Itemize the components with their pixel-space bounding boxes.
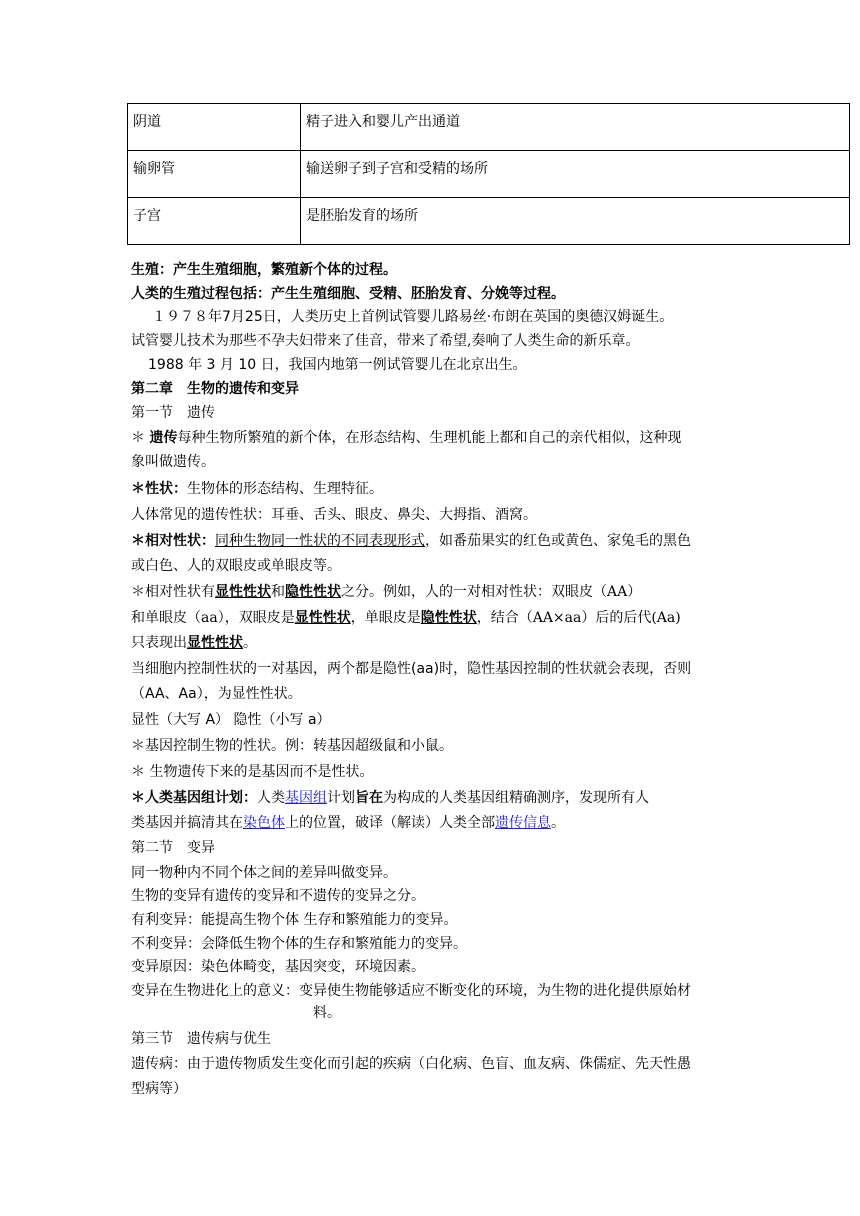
text-span: 和 (271, 584, 285, 600)
reproduction-definition: 生殖：产生生殖细胞，繁殖新个体的过程。 (131, 262, 397, 278)
relative-trait-definition-cont: 或白色、人的双眼皮或单眼皮等。 (131, 558, 341, 574)
function-cell: 精子进入和婴儿产出通道 (301, 104, 850, 151)
ivf-1978-paragraph-cont: 试管婴儿技术为那些不孕夫妇带来了佳音，带来了希望,奏响了人类生命的新乐章。 (131, 333, 640, 349)
text-span: 上的位置，破译（解读）人类全部 (285, 815, 495, 831)
reproduction-process: 人类的生殖过程包括：产生生殖细胞、受精、胚胎发育、分娩等过程。 (131, 286, 565, 302)
text-span: 7 (222, 309, 231, 325)
text-span: 之分。例如，人的一对相对性状：双眼皮（AA） (341, 584, 642, 600)
variation-definition: 同一物种内不同个体之间的差异叫做变异。 (131, 865, 397, 881)
relative-trait-definition (131, 531, 691, 551)
beneficial-variation: 有利变异：能提高生物个体 生存和繁殖能力的变异。 (131, 912, 458, 928)
text-span: ＊相对性状有 (131, 584, 215, 600)
text-span: 1988 (148, 357, 184, 373)
table-row (128, 151, 850, 198)
genetic-disease-definition: 遗传病：由于遗传物质发生变化而引起的疾病（白化病、色盲、血友病、侏儒症、先天性愚 (131, 1056, 691, 1072)
text-span: 月 (230, 309, 245, 325)
trait-definition (131, 479, 383, 499)
organ-cell: 阴道 (128, 104, 301, 151)
underlined-term: 隐性性状 (420, 610, 477, 626)
ivf-1978-paragraph (152, 307, 673, 327)
gene-inherit-note: ＊ 生物遗传下来的是基因而不是性状。 (131, 764, 374, 780)
text-span: １９７８年 (152, 309, 222, 325)
organ-cell: 输卵管 (128, 151, 301, 198)
term-bold: ＊人类基因组计划： (131, 790, 257, 806)
dominance-paragraph (131, 582, 641, 602)
term-bold: 遗传 (149, 430, 178, 446)
text-span: ） (316, 712, 331, 728)
gene-control-note: ＊基因控制生物的性状。例：转基因超级鼠和小鼠。 (131, 738, 453, 754)
dominance-paragraph-end (131, 633, 257, 653)
text-span: 计划 (327, 790, 355, 806)
table-row (128, 198, 850, 245)
text-span: （ (131, 686, 145, 702)
dominance-paragraph-cont (131, 608, 681, 628)
text-span: 月 (215, 357, 239, 373)
text-span: A (205, 712, 216, 728)
text-span: 显性（大写 (131, 712, 206, 728)
table-row (128, 104, 850, 151)
section-heading: 第二节 变异 (131, 840, 215, 856)
section-heading: 第一节 遗传 (131, 405, 215, 421)
text-span: 只表现出 (131, 635, 187, 651)
human-genome-project (131, 788, 649, 808)
text-span: a (307, 712, 317, 728)
text-span: 。 (551, 815, 565, 831)
heredity-definition-cont: 象叫做遗传。 (131, 454, 215, 470)
gene-pair-paragraph-cont (131, 684, 302, 704)
text-span: 每种生物所繁殖的新个体，在形态结构、生理机能上都和自己的亲代相似，这种现 (177, 430, 682, 446)
variation-significance: 变异在生物进化上的意义：变异使生物能够适应不断变化的环境，为生物的进化提供原始材 (131, 983, 691, 999)
organ-function-table (127, 103, 850, 245)
heredity-definition (131, 428, 681, 448)
human-genome-project-cont (131, 813, 565, 833)
text-span: 和单眼皮（aa），双眼皮是 (131, 610, 295, 626)
underlined-term: 隐性性状 (285, 584, 341, 600)
genetic-disease-definition-cont: 型病等） (131, 1081, 187, 1097)
text-span: 年 (183, 357, 207, 373)
text-span: 日，我国内地第一例试管婴儿在北京出生。 (256, 357, 527, 373)
genetic-info-link[interactable]: 遗传信息 (495, 815, 551, 831)
function-cell: 是胚胎发育的场所 (301, 198, 850, 245)
text-span: ＊ (131, 430, 150, 446)
function-cell: 输送卵子到子宫和受精的场所 (301, 151, 850, 198)
underlined-text: 同种生物同一性状的不同表现形式 (215, 533, 425, 549)
underlined-term: 显性性状 (215, 584, 271, 600)
organ-cell: 子宫 (128, 198, 301, 245)
text-span: (aa) (411, 661, 440, 677)
text-span: ，结合（AA×aa）后的后代(Aa) (476, 610, 681, 626)
underlined-term: 显性性状 (294, 610, 351, 626)
dominance-notation (131, 710, 331, 730)
harmful-variation: 不利变异：会降低生物个体的生存和繁殖能力的变异。 (131, 936, 467, 952)
text-span: 当细胞内控制性状的一对基因，两个都是隐性 (131, 661, 411, 677)
human-traits: 人体常见的遗传性状：耳垂、舌头、眼皮、鼻尖、大拇指、酒窝。 (131, 507, 537, 523)
text-span: 类基因并搞清其在 (131, 815, 243, 831)
term-bold: ＊相对性状： (131, 533, 215, 549)
text-span: 人类 (257, 790, 285, 806)
underlined-term: 显性性状 (187, 635, 243, 651)
text-span: 日，人类历史上首例试管婴儿路易丝·布朗在英国的奥德汉姆诞生。 (262, 309, 674, 325)
text-span: 生物体的形态结构、生理特征。 (187, 481, 383, 497)
text-span: ） 隐性（小写 (215, 712, 308, 728)
text-span: 时，隐性基因控制的性状就会表现，否则 (439, 661, 692, 677)
text-span: 为构成的人类基因组精确测序，发现所有人 (383, 790, 649, 806)
variation-types: 生物的变异有遗传的变异和不遗传的变异之分。 (131, 888, 425, 904)
genome-link[interactable]: 基因组 (285, 790, 327, 806)
chromosome-link[interactable]: 染色体 (243, 815, 285, 831)
text-span: ），为显性性状。 (196, 686, 302, 702)
text-span: 。 (243, 635, 257, 651)
variation-significance-cont: 料。 (313, 1005, 341, 1021)
text-span: ，如番茄果实的红色或黄色、家兔毛的黑色 (425, 533, 691, 549)
text-span: 3 (206, 357, 216, 373)
text-span: 10 (238, 357, 257, 373)
term-bold: ＊性状： (131, 481, 187, 497)
ivf-1988-paragraph (148, 355, 527, 375)
section-heading: 第三节 遗传病与优生 (131, 1031, 271, 1047)
text-span: 25 (244, 309, 263, 325)
variation-causes: 变异原因：染色体畸变，基因突变，环境因素。 (131, 959, 425, 975)
chapter-heading: 第二章 生物的遗传和变异 (131, 381, 299, 397)
text-span: ，单眼皮是 (350, 610, 421, 626)
gene-pair-paragraph (131, 659, 691, 679)
term-bold: 旨在 (355, 790, 383, 806)
text-span: AA、Aa (145, 686, 197, 702)
